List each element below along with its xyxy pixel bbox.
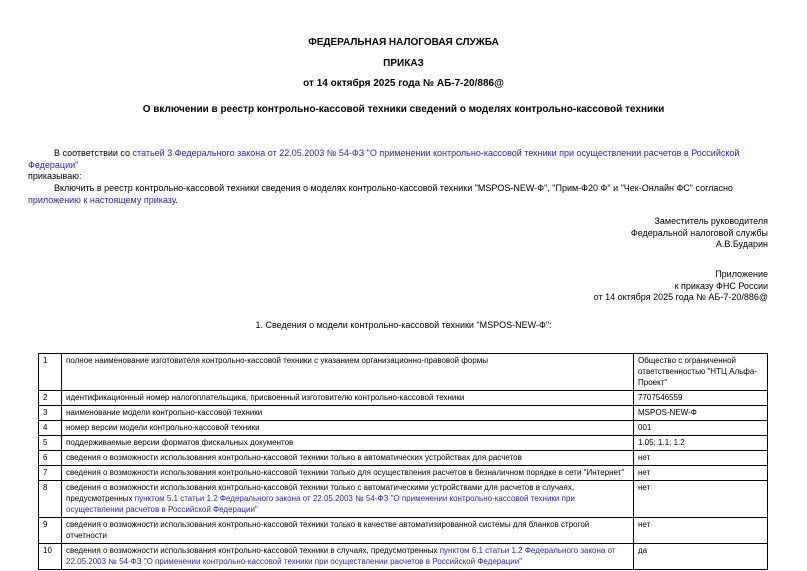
text-segment: . bbox=[175, 195, 178, 205]
signature-position-line2: Федеральной налоговой службы bbox=[630, 227, 768, 238]
text-segment: сведения о возможности использования контрольно-кассовой техники только в автоматических устройствах для расчетов bbox=[66, 453, 522, 462]
doc-date-number: от 14 октября 2025 года № АБ-7-20/886@ bbox=[303, 78, 504, 89]
row-value-cell: 7707546559 bbox=[634, 391, 768, 406]
table-row bbox=[39, 421, 768, 436]
doc-type: ПРИКАЗ bbox=[383, 58, 424, 69]
section-heading: 1. Сведения о модели контрольно-кассовой техники "MSPOS-NEW-Ф": bbox=[255, 320, 552, 330]
text-segment: поддерживаемые версии форматов фискальных документов bbox=[66, 438, 294, 447]
table-row bbox=[39, 451, 768, 466]
row-description-cell bbox=[62, 391, 634, 406]
text-segment: номер версии модели контрольно-кассовой техники bbox=[66, 423, 260, 432]
row-number-cell: 10 bbox=[39, 544, 62, 570]
kkt-model-table bbox=[38, 353, 768, 570]
row-value-cell: да bbox=[634, 544, 768, 570]
row-number-cell: 9 bbox=[39, 518, 62, 544]
row-value-cell: нет bbox=[634, 451, 768, 466]
doc-link[interactable]: пунктом 5.1 статьи 1.2 Федерального закона от 22.05.2003 № 54-ФЗ "О применении контрольно-кассовой техники при осуществлении расчетов в Российской Федерации" bbox=[66, 494, 575, 514]
row-number-cell: 7 bbox=[39, 466, 62, 481]
signature-block bbox=[631, 216, 768, 251]
doc-link[interactable]: статьей 3 Федерального закона от 22.05.2003 № 54-ФЗ "О применении контрольно-кассовой техники при осуществлении расчетов в Российской Федерации" bbox=[28, 148, 740, 170]
row-number-cell: 5 bbox=[39, 436, 62, 451]
table-row bbox=[39, 466, 768, 481]
row-description-cell bbox=[62, 421, 634, 436]
appendix-date-number: от 14 октября 2025 года № АБ-7-20/886@ bbox=[593, 292, 768, 302]
row-description-cell bbox=[62, 544, 634, 570]
signature-position-line1: Заместитель руководителя bbox=[654, 216, 768, 226]
row-number-cell: 8 bbox=[39, 481, 62, 518]
paragraph-legal-basis bbox=[28, 147, 777, 171]
text-segment: Включить в реестр контрольно-кассовой техники сведения о моделях контрольно-кассовой техники "MSPOS-NEW-Ф", "Прим-Ф20 Ф" и "Чек-Онлайн ФС" согласно bbox=[54, 183, 733, 193]
appendix-order-ref: к приказу ФНС России bbox=[674, 280, 768, 291]
row-value-cell: 1.05; 1.1; 1.2 bbox=[634, 436, 768, 451]
table-row bbox=[39, 436, 768, 451]
doc-link[interactable]: пунктом 6.1 статьи 1.2 Федерального закона от 22.05.2003 № 54-ФЗ "О применении контрольно-кассовой техники при осуществлении расчетов в Российской Федерации" bbox=[66, 546, 616, 566]
text-segment: идентификационный номер налогоплательщика, присвоенный изготовителю контрольно-кассовой техники bbox=[66, 393, 465, 402]
row-number-cell: 3 bbox=[39, 406, 62, 421]
paragraph-order bbox=[28, 182, 777, 206]
row-number-cell: 2 bbox=[39, 391, 62, 406]
row-description-cell bbox=[62, 481, 634, 518]
row-number-cell: 6 bbox=[39, 451, 62, 466]
row-description-cell bbox=[62, 451, 634, 466]
text-segment: сведения о возможности использования контрольно-кассовой техники только в качестве автоматизированной системы для бланков строгой отчетности bbox=[66, 520, 590, 540]
row-description-cell bbox=[62, 436, 634, 451]
row-description-cell bbox=[62, 354, 634, 391]
row-value-cell: нет bbox=[634, 481, 768, 518]
text-segment: наименование модели контрольно-кассовой техники bbox=[66, 408, 263, 417]
row-value-cell: нет bbox=[634, 466, 768, 481]
text-segment: В соответствии со bbox=[54, 148, 133, 158]
text-segment: сведения о возможности использования контрольно-кассовой техники только с автоматическими устройствами для расчетов в случаях, предусмотренных bbox=[66, 483, 575, 503]
table-row bbox=[39, 481, 768, 518]
row-value-cell: 001 bbox=[634, 421, 768, 436]
org-name: ФЕДЕРАЛЬНАЯ НАЛОГОВАЯ СЛУЖБА bbox=[308, 37, 499, 48]
table-row bbox=[39, 406, 768, 421]
doc-title: О включении в реестр контрольно-кассовой техники сведений о моделях контрольно-кассовой техники bbox=[142, 104, 665, 115]
kkt-table-body bbox=[39, 354, 768, 570]
table-row bbox=[39, 391, 768, 406]
row-value-cell: нет bbox=[634, 518, 768, 544]
text-segment: сведения о возможности использования контрольно-кассовой техники в случаях, предусмотренных bbox=[66, 546, 440, 555]
appendix-label: Приложение bbox=[715, 269, 768, 279]
row-value-cell: Общество с ограниченной ответственностью "НТЦ Альфа-Проект" bbox=[634, 354, 768, 391]
table-row bbox=[39, 354, 768, 391]
table-row bbox=[39, 544, 768, 570]
row-number-cell: 1 bbox=[39, 354, 62, 391]
text-segment: полное наименование изготовителя контрольно-кассовой техники с указанием организационно-правовой формы bbox=[66, 356, 488, 365]
signature-name: А.В.Бударин bbox=[715, 239, 768, 249]
doc-link[interactable]: приложению к настоящему приказу bbox=[28, 195, 176, 205]
row-description-cell bbox=[62, 466, 634, 481]
appendix-block bbox=[594, 269, 768, 304]
row-number-cell: 4 bbox=[39, 421, 62, 436]
paragraph-prikaz-word: приказываю: bbox=[28, 171, 82, 181]
row-value-cell: MSPOS-NEW-Ф bbox=[634, 406, 768, 421]
row-description-cell bbox=[62, 518, 634, 544]
table-row bbox=[39, 518, 768, 544]
text-segment: сведения о возможности использования контрольно-кассовой техники только для осуществления расчетов в безналичном порядке в сети "Интернет" bbox=[66, 468, 625, 477]
row-description-cell bbox=[62, 406, 634, 421]
